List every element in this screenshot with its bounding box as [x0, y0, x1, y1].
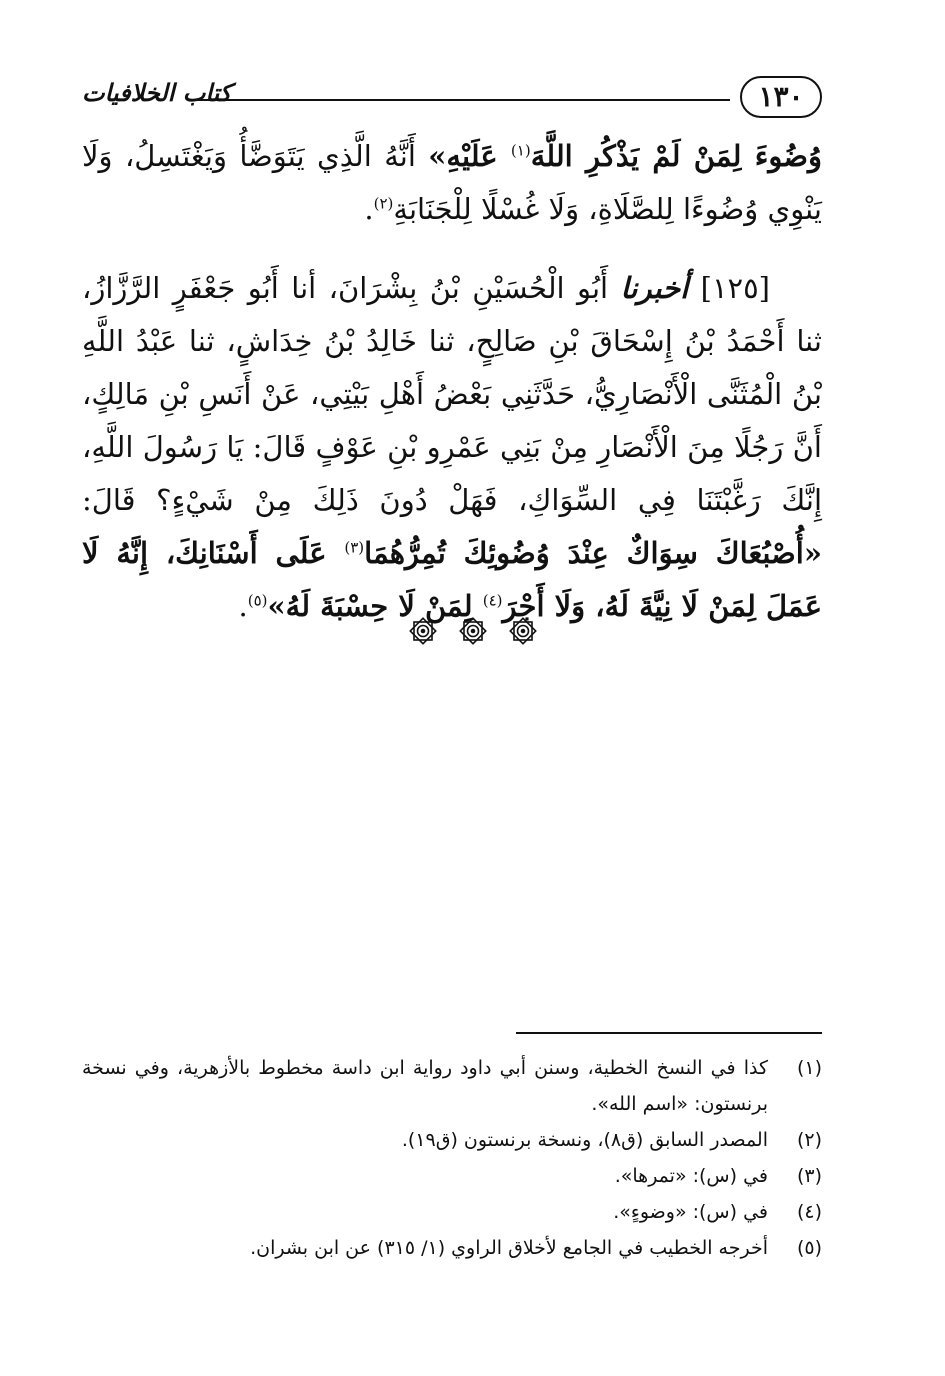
footnote-2: [82, 1122, 822, 1158]
octagram-flower-icon: [458, 616, 488, 646]
paragraph-continuation: [82, 130, 822, 236]
octagram-flower-icon: [408, 616, 438, 646]
footnote-3: [82, 1158, 822, 1194]
hadith-quote-part-1: «أُصْبُعَاكَ سِوَاكٌ عِنْدَ وُضُوئِكَ تُمِرُّهُمَا: [364, 536, 822, 570]
sentence-end: .: [364, 192, 374, 226]
footnotes: [82, 1050, 822, 1266]
footnote-5: [82, 1230, 822, 1266]
octagram-flower-icon: [508, 616, 538, 646]
header-rule: [190, 99, 730, 101]
footnote-ref-1[interactable]: (١): [510, 141, 531, 160]
commentary-text: أَنَّهُ الَّذِي يَتَوَضَّأُ وَيَغْتَسِلُ، وَلَا يَنْوِي وُضُوءًا لِلصَّلَاةِ، وَلَا غُسْلًا لِلْجَنَابَةِ: [82, 139, 822, 226]
footnote-text: في (س): «وضوءٍ».: [613, 1201, 768, 1223]
footnote-ref-5[interactable]: (٥): [247, 591, 268, 610]
footnote-number: (٤): [796, 1201, 822, 1223]
paragraph-hadith-125: [82, 262, 822, 633]
section-divider-ornaments: [0, 616, 945, 646]
footnote-4: [82, 1194, 822, 1230]
footnote-text: المصدر السابق (ق٨)، ونسخة برنستون (ق١٩).: [401, 1129, 768, 1151]
main-text: [82, 130, 822, 633]
sentence-end: .: [238, 589, 248, 623]
footnote-ref-3[interactable]: (٣): [344, 538, 365, 557]
hadith-quote-part-3: لِمَنْ لَا حِسْبَةَ لَهُ»: [267, 589, 483, 623]
hadith-quote-end-2: عَلَيْهِ»: [428, 139, 511, 173]
footnote-ref-2[interactable]: (٢): [373, 194, 394, 213]
hadith-number: [١٢٥]: [688, 271, 770, 305]
page-number-badge: [740, 76, 822, 118]
isnad-text: أَبُو الْحُسَيْنِ بْنُ بِشْرَانَ، أنا أَبُو جَعْفَرٍ الرَّزَّازُ، ثنا أَحْمَدُ بْنُ إِسْحَاقَ بْنِ صَالِحٍ، ثنا خَالِدُ بْنُ خِدَاشٍ، ثنا عَبْدُ اللَّهِ بْنُ الْمُثَنَّى الْأَنْصَارِيُّ، حَدَّثَنِي بَعْضُ أَهْلِ بَيْتِي، عَنْ أَنَسِ بْنِ مَالِكٍ، أَنَّ رَجُلًا مِنَ الْأَنْصَارِ مِنْ بَنِي عَمْرِو بْنِ عَوْفٍ قَالَ: يَا رَسُولَ اللَّهِ، إِنَّكَ رَغَّبْتَنَا فِي السِّوَاكِ، فَهَلْ دُونَ ذَلِكَ مِنْ شَيْءٍ؟ قَالَ:: [82, 271, 822, 517]
footnote-number: (٢): [796, 1129, 822, 1151]
footnote-separator: [516, 1032, 822, 1034]
hadith-quote-end: وُضُوءَ لِمَنْ لَمْ يَذْكُرِ اللَّهَ: [530, 139, 822, 173]
footnote-1: [82, 1050, 822, 1122]
page-number: ١٣٠: [758, 80, 804, 113]
footnote-ref-4[interactable]: (٤): [482, 591, 503, 610]
page-header: [82, 72, 822, 122]
hadith-quote-part-2: عَلَى أَسْنَانِكَ، إِنَّهُ لَا عَمَلَ لِمَنْ لَا نِيَّةَ لَهُ، وَلَا أَجْرَ: [82, 536, 822, 623]
footnote-text: أخرجه الخطيب في الجامع لأخلاق الراوي (١/ ٣١٥) عن ابن بشران.: [250, 1237, 768, 1259]
footnote-text: في (س): «تمرها».: [614, 1165, 768, 1187]
footnote-text: كذا في النسخ الخطية، وسنن أبي داود رواية ابن داسة مخطوط بالأزهرية، وفي نسخة برنستون: «اسم الله».: [82, 1057, 768, 1115]
narration-lead-word: أخبرنا: [620, 271, 689, 305]
book-title: كتاب الخلافيات: [82, 78, 232, 107]
footnote-number: (٣): [796, 1165, 822, 1187]
footnote-number: (١): [796, 1057, 822, 1079]
footnote-number: (٥): [796, 1237, 822, 1259]
